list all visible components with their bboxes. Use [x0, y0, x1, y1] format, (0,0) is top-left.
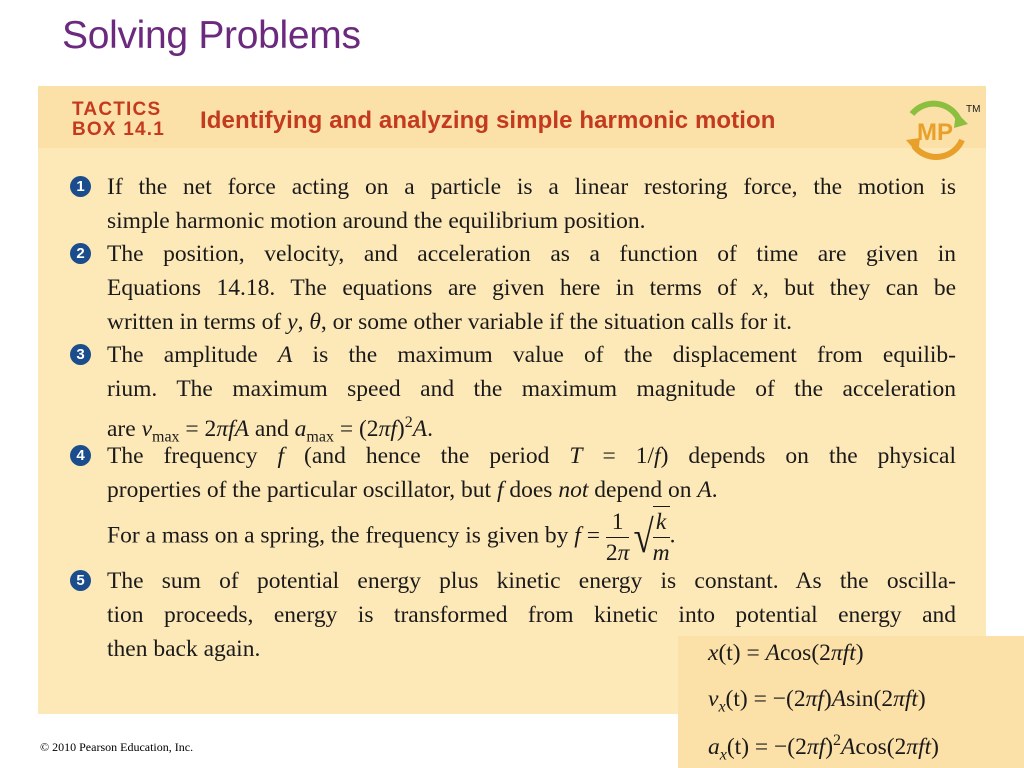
step-2-badge: 2	[70, 243, 91, 264]
step-3-badge: 3	[70, 344, 91, 365]
step-3-line-3: are $v_{max} = 2\pi fA$ and $a_{max} = (2\pi f)^2A$.	[107, 414, 433, 446]
step-2-line-3: written in terms of y, θ, or some other variable if the situation calls for it.	[107, 309, 793, 335]
position-equation: x(t) = Acos(2πft)	[708, 640, 864, 666]
step-1-line-1: If the net force acting on a particle is a linear restoring force, the motion is	[107, 174, 956, 200]
step-1	[70, 170, 956, 238]
step-2-line-2: Equations 14.18. The equations are given here in terms of x, but they can be	[107, 275, 957, 301]
step-2	[70, 237, 956, 339]
equations-panel	[678, 636, 1024, 768]
velocity-equation: $v_x(t) = -(2\pi f)Asin(2\pi ft)$	[708, 686, 926, 716]
step-5-line-3: then back again.	[107, 636, 261, 662]
logo-trademark: TM	[966, 104, 981, 115]
step-2-line-1: The position, velocity, and acceleration as a function of time are given in	[107, 241, 956, 267]
spring-sqrt: √ $\frac{k}{m}$	[631, 506, 669, 568]
step-3-line-2: rium. The maximum speed and the maximum magnitude of the acceleration	[107, 376, 956, 402]
spring-fraction: $\frac{1}{2\pi}$	[605, 508, 630, 566]
spring-frequency-note: For a mass on a spring, the frequency is given by f = $\frac{1}{2\pi}$ √ $\frac{k}{m}$ .	[107, 506, 675, 568]
step-3	[70, 338, 956, 455]
step-5-line-1: The sum of potential energy plus kinetic energy is constant. As the oscilla-	[107, 568, 956, 594]
step-4-badge: 4	[70, 445, 91, 466]
tactics-label-line1: TACTICS	[72, 99, 162, 120]
tactics-label	[72, 100, 165, 140]
step-4-line-1: The frequency f (and hence the period T = 1/f) depends on the physical	[107, 443, 956, 469]
tactics-box-header	[38, 86, 986, 148]
acceleration-equation: $a_x(t) = -(2\pi f)^2Acos(2\pi ft)$	[708, 732, 939, 764]
tactics-label-line2: BOX 14.1	[72, 119, 166, 140]
step-5-line-2: tion proceeds, energy is transformed from kinetic into potential energy and	[107, 602, 956, 628]
step-4	[70, 439, 956, 507]
step-3-line-1: The amplitude A is the maximum value of the displacement from equilib-	[107, 342, 956, 368]
step-1-badge: 1	[70, 176, 91, 197]
mastering-physics-logo-icon	[898, 100, 981, 162]
slide-title: Solving Problems	[62, 14, 361, 57]
copyright-notice: © 2010 Pearson Education, Inc.	[40, 740, 194, 754]
step-5-badge: 5	[70, 570, 91, 591]
step-4-line-2: properties of the particular oscillator, but f does not depend on A.	[107, 477, 718, 503]
step-1-line-2: simple harmonic motion around the equilibrium position.	[107, 208, 646, 234]
tactics-box-title: Identifying and analyzing simple harmonic motion	[200, 107, 776, 134]
logo-text: MP	[917, 119, 953, 146]
